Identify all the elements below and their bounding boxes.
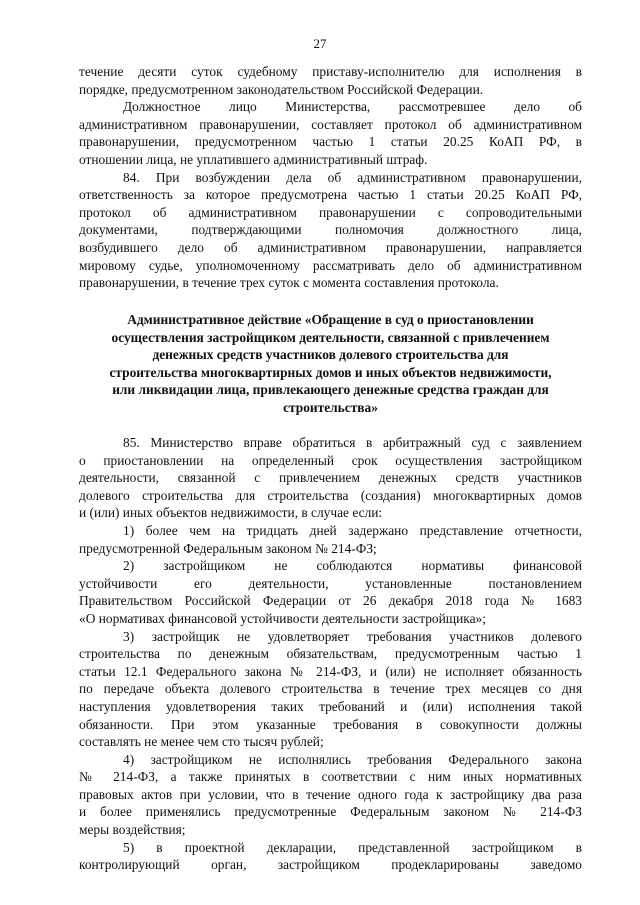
text-line: административном правонарушении, составляет протокол об административном bbox=[79, 116, 582, 132]
heading-line: Административное действие «Обращение в суд о приостановлении bbox=[127, 312, 534, 327]
heading-line: строительства» bbox=[283, 399, 378, 415]
text-line: по передаче объекта долевого строительства в течение трех месяцев со дня bbox=[79, 681, 582, 697]
text-line: № 214-ФЗ, а также принятых в соответствии с ним иных нормативных bbox=[79, 769, 582, 785]
text-line: 4) застройщиком не исполнялись требования Федерального закона bbox=[123, 751, 582, 767]
text-line: обязанности. При этом указанные требования в совокупности должны bbox=[79, 716, 582, 732]
text-line: контролирующий орган, застройщиком продекларированы заведомо bbox=[79, 857, 582, 873]
text-line: отношении лица, не уплатившего административный штраф. bbox=[79, 151, 428, 167]
text-line: 1) более чем на тридцать дней задержано представление отчетности, bbox=[123, 522, 582, 538]
text-line: документами, подтверждающими полномочия должностного лица, bbox=[79, 222, 582, 238]
text-line: составлять не менее чем сто тысяч рублей; bbox=[79, 734, 324, 750]
text-line: правонарушении, предусмотренном частью 1 статьи 20.25 КоАП РФ, в bbox=[79, 134, 582, 150]
text-line: деятельности, связанной с привлечением денежных средств участников bbox=[79, 470, 582, 486]
text-line: «О нормативах финансовой устойчивости деятельности застройщика»; bbox=[79, 610, 486, 626]
text-line: течение десяти суток судебному приставу-исполнителю для исполнения в bbox=[79, 64, 582, 79]
text-line: 5) в проектной декларации, представленной застройщиком в bbox=[123, 839, 582, 855]
text-line: наступления удовлетворения таких требований и (или) исполнения такой bbox=[79, 698, 582, 714]
text-line: 2) застройщиком не соблюдаются нормативы финансовой bbox=[123, 558, 582, 574]
text-line: строительства по денежным обязательствам, предусмотренным частью 1 bbox=[79, 646, 582, 662]
text-line: и более применялись предусмотренные Федеральным законом № 214-ФЗ bbox=[79, 804, 582, 820]
text-line: мировому судье, уполномоченному рассматривать дело об административном bbox=[79, 257, 582, 273]
text-line: 85. Министерство вправе обратиться в арбитражный суд с заявлением bbox=[123, 435, 582, 450]
paragraph-block-2 bbox=[79, 434, 582, 874]
heading-line: денежных средств участников долевого строительства для bbox=[152, 347, 509, 363]
section-heading bbox=[79, 311, 582, 417]
heading-line: строительства многоквартирных домов и иных объектов недвижимости, bbox=[109, 364, 552, 380]
heading-line: осуществления застройщиком деятельности, связанной с привлечением bbox=[111, 329, 550, 345]
text-line: долевого строительства для строительства (создания) многоквартирных домов bbox=[79, 487, 582, 503]
text-line: и (или) иных объектов недвижимости, в случае если: bbox=[79, 505, 383, 521]
page-number: 27 bbox=[313, 36, 327, 51]
heading-line: или ликвидации лица, привлекающего денежные средства граждан для bbox=[112, 382, 549, 398]
text-line: Должностное лицо Министерства, рассмотревшее дело об bbox=[123, 99, 582, 115]
text-line: ответственность за которое предусмотрена частью 1 статьи 20.25 КоАП РФ, bbox=[79, 187, 582, 203]
text-line: порядке, предусмотренном законодательством Российской Федерации. bbox=[79, 81, 484, 97]
text-line: статьи 12.1 Федерального закона № 214-ФЗ, и (или) не исполняет обязанность bbox=[79, 663, 582, 679]
text-line: правовых актов при условии, что в течение одного года к застройщику два раза bbox=[79, 786, 582, 802]
text-line: о приостановлении на определенный срок осуществления застройщиком bbox=[79, 452, 582, 468]
text-line: меры воздействия; bbox=[79, 822, 186, 838]
text-line: Правительством Российской Федерации от 26 декабря 2018 года № 1683 bbox=[79, 593, 582, 609]
text-line: протокол об административном правонарушении с сопроводительными bbox=[79, 204, 582, 220]
text-line: возбудившего дело об административном правонарушении, направляется bbox=[79, 239, 582, 255]
text-line: 3) застройщик не удовлетворяет требования участников долевого bbox=[123, 628, 582, 644]
paragraph-block-1 bbox=[79, 63, 582, 292]
text-line: предусмотренной Федеральным законом № 214-ФЗ; bbox=[79, 540, 377, 556]
text-line: 84. При возбуждении дела об административном правонарушении, bbox=[123, 169, 582, 185]
text-line: устойчивости его деятельности, установленные постановлением bbox=[79, 575, 582, 591]
text-line: правонарушении, в течение трех суток с момента составления протокола. bbox=[79, 275, 499, 291]
